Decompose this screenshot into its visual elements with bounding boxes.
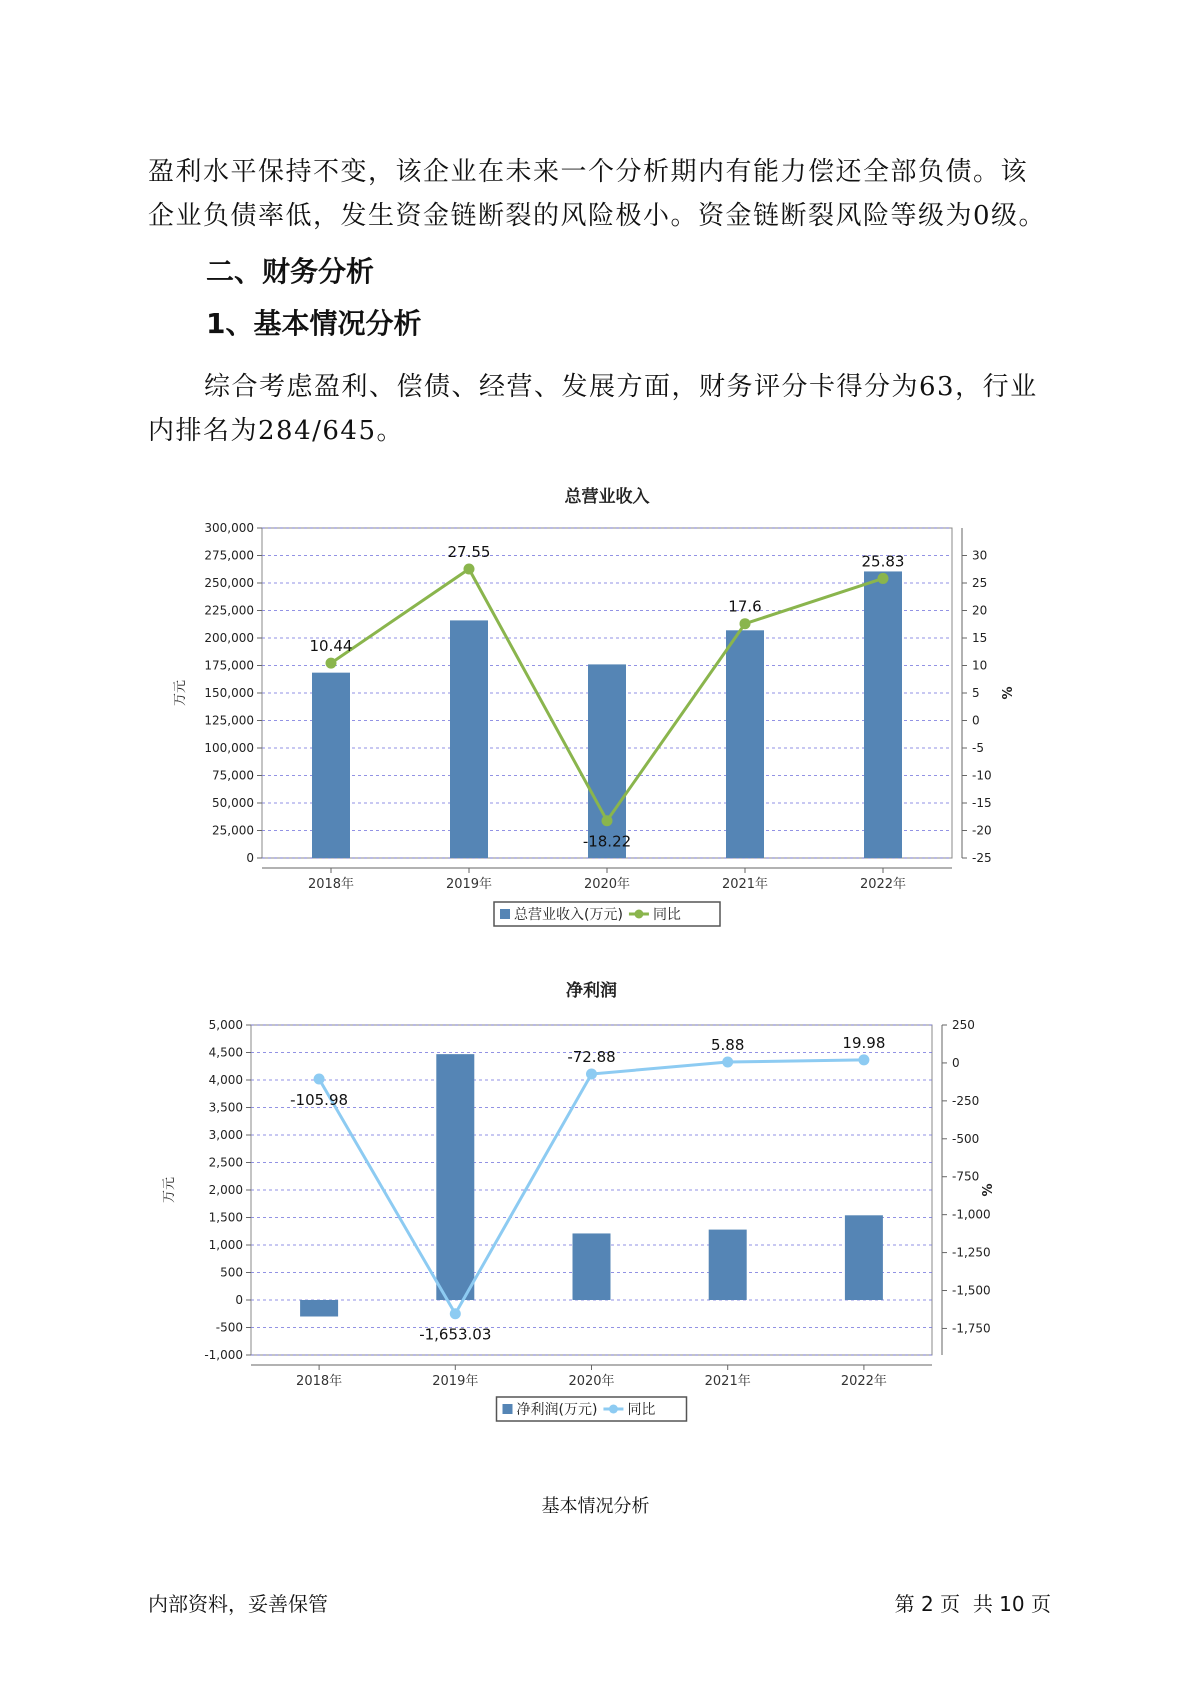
y-tick-label: 4,500 xyxy=(208,1045,243,1060)
y-tick-label: 125,000 xyxy=(204,713,254,728)
y2-tick-label: 0 xyxy=(972,713,980,728)
y-tick-label: 1,500 xyxy=(208,1210,243,1225)
data-label: -18.22 xyxy=(582,832,632,851)
heading-basic-analysis: 1、基本情况分析 xyxy=(206,307,422,340)
y2-tick-label: 25 xyxy=(972,576,988,590)
y2-tick-label: 30 xyxy=(972,548,988,563)
y-tick-label: 250,000 xyxy=(204,576,254,590)
y-tick-label: 300,000 xyxy=(204,521,254,535)
bar xyxy=(726,630,764,858)
legend-line-marker xyxy=(609,1405,618,1414)
y2-tick-label: -20 xyxy=(972,823,992,838)
y2-tick-label: -15 xyxy=(972,796,992,810)
y-tick-label: 2,500 xyxy=(208,1155,243,1170)
y-tick-label: 1,000 xyxy=(208,1238,243,1252)
y-tick-label: 175,000 xyxy=(204,658,254,673)
y-tick-label: 75,000 xyxy=(212,768,254,783)
data-label: -105.98 xyxy=(290,1091,349,1110)
figure-caption: 基本情况分析 xyxy=(541,1496,650,1517)
bar xyxy=(588,664,626,858)
legend-bar-swatch xyxy=(503,1404,513,1414)
legend-line-label: 同比 xyxy=(652,907,681,923)
y2-tick-label: -500 xyxy=(952,1131,980,1146)
y-tick-label: 5,000 xyxy=(208,1018,243,1032)
y2-tick-label: 250 xyxy=(952,1018,975,1032)
y2-tick-label: 0 xyxy=(952,1055,960,1070)
chart-revenue xyxy=(0,480,1191,940)
line-point xyxy=(722,1057,733,1068)
chart-revenue-svg xyxy=(0,480,1191,940)
y2-tick-label: -250 xyxy=(952,1093,980,1108)
line-point xyxy=(314,1074,325,1085)
legend-line-label: 同比 xyxy=(627,1402,656,1418)
chart-title: 净利润 xyxy=(566,981,617,1001)
line-point xyxy=(586,1068,597,1079)
x-tick-label: 2018年 xyxy=(307,877,355,892)
y-axis-label: 万元 xyxy=(162,1176,177,1204)
data-label: 19.98 xyxy=(842,1033,886,1052)
line-point xyxy=(450,1308,461,1319)
x-tick-label: 2020年 xyxy=(583,877,631,892)
heading-financial-analysis: 二、财务分析 xyxy=(206,255,375,288)
y2-axis-label: % xyxy=(981,1183,996,1197)
x-tick-label: 2021年 xyxy=(704,1374,751,1389)
data-label: 27.55 xyxy=(447,542,491,561)
legend-line-marker xyxy=(634,910,643,919)
footer-confidential: 内部资料，妥善保管 xyxy=(148,1592,328,1616)
y2-tick-label: -25 xyxy=(972,851,992,865)
y-tick-label: 225,000 xyxy=(204,603,254,618)
y-tick-label: -1,000 xyxy=(204,1348,243,1362)
y-axis-label: 万元 xyxy=(173,679,188,707)
data-label: -72.88 xyxy=(567,1047,616,1066)
bar xyxy=(573,1233,611,1300)
chart-title: 总营业收入 xyxy=(564,487,650,507)
y-tick-label: -500 xyxy=(215,1320,243,1335)
y-tick-label: 500 xyxy=(220,1265,243,1280)
y2-tick-label: 10 xyxy=(972,658,988,673)
x-tick-label: 2021年 xyxy=(721,877,769,892)
y2-axis-label: % xyxy=(1001,686,1016,700)
footer-page-number: 第 2 页 共 10 页 xyxy=(894,1592,1051,1616)
bar xyxy=(864,571,902,858)
legend-bar-label: 净利润(万元) xyxy=(516,1402,598,1418)
data-label: 17.6 xyxy=(728,597,762,616)
y-tick-label: 4,000 xyxy=(208,1073,243,1087)
y2-tick-label: -1,500 xyxy=(952,1283,991,1298)
y2-tick-label: -1,750 xyxy=(952,1321,991,1336)
x-tick-label: 2022年 xyxy=(840,1374,887,1389)
line-point xyxy=(878,573,889,584)
y-tick-label: 3,000 xyxy=(208,1128,243,1142)
y-tick-label: 2,000 xyxy=(208,1183,243,1197)
bar xyxy=(845,1215,883,1300)
y2-tick-label: 5 xyxy=(972,686,980,700)
line-point xyxy=(326,658,337,669)
x-tick-label: 2019年 xyxy=(445,877,493,892)
paragraph-score: 综合考虑盈利、偿债、经营、发展方面，财务评分卡得分为63，行业内排名为284/645。 xyxy=(148,372,1038,446)
y-tick-label: 150,000 xyxy=(204,686,254,700)
y-tick-label: 3,500 xyxy=(208,1100,243,1115)
line-point xyxy=(740,618,751,629)
y2-tick-label: -1,250 xyxy=(952,1245,991,1260)
data-label: 5.88 xyxy=(710,1036,745,1055)
data-label: -1,653.03 xyxy=(419,1325,492,1344)
y-tick-label: 0 xyxy=(235,1293,243,1307)
bar xyxy=(300,1300,338,1317)
chart-net-profit xyxy=(0,975,1191,1445)
y-tick-label: 0 xyxy=(246,851,254,865)
bar xyxy=(709,1230,747,1300)
y2-tick-label: -5 xyxy=(972,741,984,755)
legend-bar-label: 总营业收入(万元) xyxy=(514,907,623,923)
bar xyxy=(436,1054,474,1300)
line-point xyxy=(858,1054,869,1065)
y2-tick-label: -1,000 xyxy=(952,1207,991,1222)
paragraph-risk: 盈利水平保持不变，该企业在未来一个分析期内有能力偿还全部负债。该企业负债率低，发生资金链断裂的风险极小。资金链断裂风险等级为0级。 xyxy=(148,157,1047,231)
y-tick-label: 200,000 xyxy=(204,631,254,645)
x-tick-label: 2020年 xyxy=(568,1374,615,1389)
bar xyxy=(312,673,350,858)
y-tick-label: 275,000 xyxy=(204,548,254,563)
y-tick-label: 25,000 xyxy=(212,823,254,838)
y2-tick-label: -10 xyxy=(972,768,992,783)
line-point xyxy=(464,563,475,574)
data-label: 10.44 xyxy=(309,637,353,656)
chart-net-profit-svg xyxy=(0,975,1191,1445)
x-tick-label: 2019年 xyxy=(432,1374,479,1389)
legend-bar-swatch xyxy=(500,909,510,919)
y-tick-label: 50,000 xyxy=(212,796,254,810)
x-tick-label: 2018年 xyxy=(296,1374,343,1389)
x-tick-label: 2022年 xyxy=(859,877,907,892)
y-tick-label: 100,000 xyxy=(204,741,254,755)
line-point xyxy=(602,815,613,826)
bar xyxy=(450,620,488,858)
y2-tick-label: 20 xyxy=(972,603,988,618)
y2-tick-label: -750 xyxy=(952,1169,980,1184)
data-label: 25.83 xyxy=(861,552,905,571)
y2-tick-label: 15 xyxy=(972,631,988,645)
